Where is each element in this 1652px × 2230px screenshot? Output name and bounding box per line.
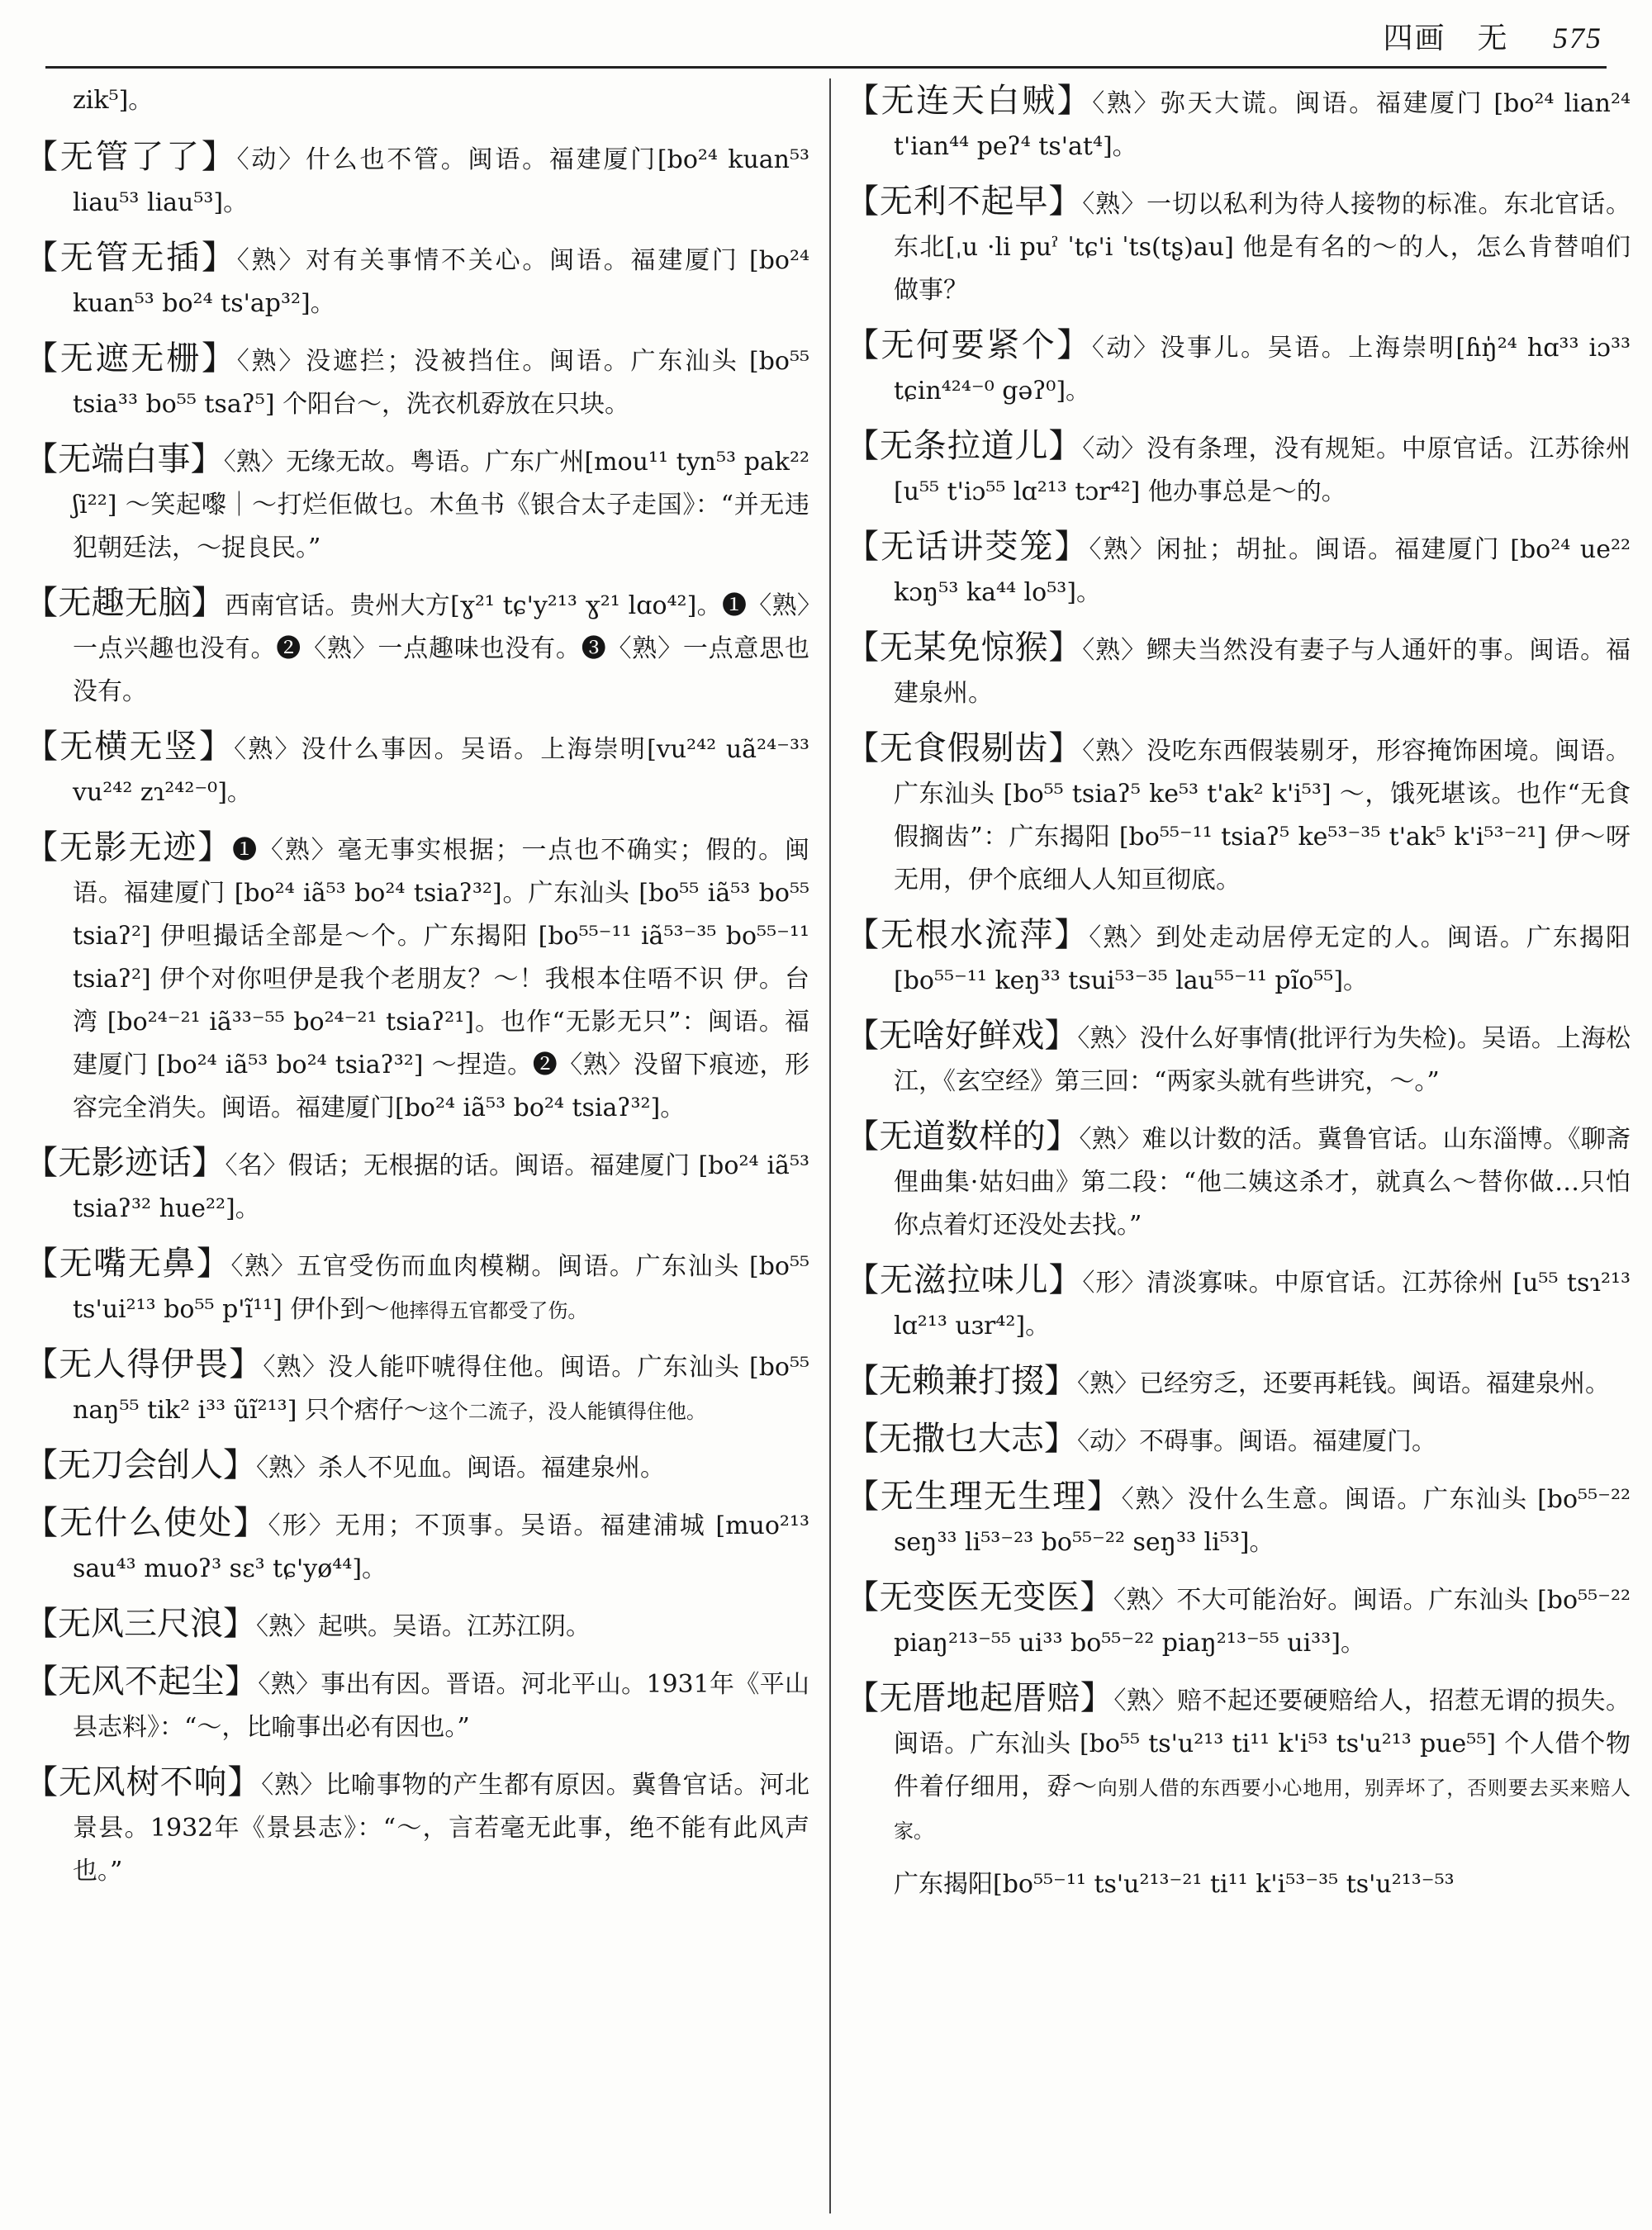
entry-headword: 无人得伊畏 xyxy=(59,1345,230,1383)
close-bracket: 】 xyxy=(197,828,233,866)
close-bracket: 】 xyxy=(224,1663,259,1701)
dictionary-entry xyxy=(846,1115,1631,1247)
open-bracket: 【 xyxy=(25,828,59,866)
entry-definition: 〈熟〉没人能吓唬得住他。闽语。广东汕头 [bo⁵⁵ naŋ⁵⁵ tik² i³³ ũĩ²¹³] 只个痞仔～ xyxy=(73,1353,809,1425)
close-bracket: 】 xyxy=(1056,82,1093,120)
entry-headword: 无某免惊猴 xyxy=(879,629,1049,667)
entry-headword: 无什么使处 xyxy=(59,1504,234,1542)
dictionary-entry xyxy=(25,236,809,325)
entry-definition: 〈形〉清淡寡味。中原官话。江苏徐州 [u⁵⁵ tsɿ²¹³ lɑ²¹³ uɜr⁴²]。 xyxy=(894,1269,1631,1340)
entry-headword: 无影无迹 xyxy=(59,828,198,866)
entry-definition: 〈熟〉不大可能治好。闽语。广东汕头 [bo⁵⁵⁻²² piaŋ²¹³⁻⁵⁵ ui³³ bo⁵⁵⁻²² piaŋ²¹³⁻⁵⁵ ui³³]。 xyxy=(894,1586,1631,1658)
entry-definition: 〈动〉没事儿。吴语。上海崇明[ɦŋ̍²⁴ hɑ³³ iɔ³³ tɕin⁴²⁴⁻⁰ gəʔ⁰]。 xyxy=(894,334,1631,406)
close-bracket: 】 xyxy=(227,1763,262,1801)
dictionary-entry xyxy=(846,626,1631,715)
entry-definition: 西南官话。贵州大方[ɣ²¹ tɕ'y²¹³ ɣ²¹ lɑo⁴²]。❶〈熟〉一点兴趣也没有。❷〈熟〉一点趣味也没有。❸〈熟〉一点意思也没有。 xyxy=(73,591,809,706)
dictionary-entry xyxy=(846,1576,1631,1665)
close-bracket: 】 xyxy=(223,1605,256,1643)
close-bracket: 】 xyxy=(201,339,237,377)
close-bracket: 】 xyxy=(1054,916,1089,954)
close-bracket: 】 xyxy=(191,584,225,622)
entry-headword: 无管了了 xyxy=(59,138,202,176)
entry-definition: 〈熟〉赔不起还要硬赔给人，招惹无谓的损失。闽语。广东汕头 [bo⁵⁵ ts'u²¹³ ti¹¹ k'i⁵³ ts'u²¹³ pue⁵⁵] 个人借个物件着仔细用，孬～ xyxy=(894,1687,1631,1801)
close-bracket: 】 xyxy=(1048,1261,1083,1299)
dictionary-entry xyxy=(846,913,1631,1003)
dictionary-entry xyxy=(25,725,809,814)
entry-definition: 〈熟〉起哄。吴语。江苏江阴。 xyxy=(256,1612,591,1641)
close-bracket: 】 xyxy=(1044,1362,1077,1400)
entry-headword: 无风不起尘 xyxy=(58,1663,225,1701)
entry-definition: 〈熟〉难以计数的活。冀鲁官话。山东淄博。《聊斋俚曲集·姑妇曲》第二段：“他二姨这杀才，就真么～替你做…只怕你点着灯还没处去找。” xyxy=(894,1125,1631,1240)
entry-definition: 〈熟〉比喻事物的产生都有原因。冀鲁官话。河北景县。1932年《景县志》：“～，言若毫无此事，绝不能有此风声也。” xyxy=(73,1771,809,1886)
dictionary-entry xyxy=(846,425,1631,514)
dictionary-entry xyxy=(846,79,1631,168)
entry-headword: 无何要紧个 xyxy=(881,326,1057,364)
open-bracket: 【 xyxy=(25,138,60,176)
dictionary-entry xyxy=(25,1502,809,1591)
open-bracket: 【 xyxy=(25,1144,59,1182)
entry-headword: 无滋拉味儿 xyxy=(879,1261,1049,1299)
open-bracket: 【 xyxy=(25,584,59,622)
close-bracket: 】 xyxy=(229,1345,263,1383)
open-bracket: 【 xyxy=(25,1345,59,1383)
close-bracket: 】 xyxy=(196,1245,231,1283)
dictionary-entry xyxy=(25,1602,809,1649)
running-header xyxy=(1384,15,1602,57)
entry-headword: 无食假剔齿 xyxy=(879,729,1049,767)
entry-definition: 〈熟〉没吃东西假装剔牙，形容掩饰困境。闽语。广东汕头 [bo⁵⁵ tsiaʔ⁵ ke⁵³ t'ak² k'i⁵³] ～，饿死堪该。也作“无食假搁齿”：广东揭阳 [bo⁵⁵⁻¹¹ tsiaʔ⁵ ke⁵³⁻³⁵ t'ak⁵ k'i⁵³⁻²¹] 伊～呀无用，伊个底细人人知亘彻底。 xyxy=(894,737,1631,894)
open-bracket: 【 xyxy=(846,729,880,767)
entry-definition: 〈动〉没有条理，没有规矩。中原官话。江苏徐州 [u⁵⁵ t'iɔ⁵⁵ lɑ²¹³ tɔr⁴²] 他办事总是～的。 xyxy=(894,434,1631,506)
close-bracket: 】 xyxy=(1044,1420,1077,1458)
entry-headword: 无条拉道儿 xyxy=(879,427,1049,465)
dictionary-entry xyxy=(25,337,809,426)
dictionary-entry xyxy=(25,1141,809,1231)
dictionary-entry xyxy=(846,727,1631,902)
column-divider xyxy=(829,78,831,2213)
entry-definition: 〈熟〉没什么事因。吴语。上海崇明[vu²⁴² uã²⁴⁻³³ vu²⁴² zɿ²⁴²⁻⁰]。 xyxy=(73,735,809,807)
entry-definition: 〈熟〉已经穷乏，还要再耗钱。闽语。福建泉州。 xyxy=(1077,1369,1610,1398)
entry-definition: 〈熟〉弥天大谎。闽语。福建厦门 [bo²⁴ lian²⁴ t'ian⁴⁴ peʔ⁴ ts'at⁴]。 xyxy=(894,89,1631,161)
dictionary-entry xyxy=(846,1417,1631,1464)
close-bracket: 】 xyxy=(1056,326,1092,364)
open-bracket: 【 xyxy=(25,1446,58,1484)
entry-definition: 〈熟〉闲扯；胡扯。闽语。福建厦门 [bo²⁴ ue²² kɔŋ⁵³ ka⁴⁴ lo⁵³]。 xyxy=(894,535,1631,607)
open-bracket: 【 xyxy=(846,1117,880,1155)
dictionary-entry xyxy=(846,1475,1631,1564)
close-bracket: 】 xyxy=(233,1504,268,1542)
entry-definition: 〈熟〉对有关事情不关心。闽语。福建厦门 [bo²⁴ kuan⁵³ bo²⁴ ts'ap³²]。 xyxy=(73,246,809,318)
entry-headword: 无根水流萍 xyxy=(881,916,1055,954)
entry-gloss-note: 向别人借的东西要小心地用，别弄坏了，否则要去买来赔人家。 xyxy=(894,1777,1631,1843)
open-bracket: 【 xyxy=(846,326,881,364)
dictionary-entry xyxy=(846,324,1631,413)
continuation-text: zik⁵]。 xyxy=(73,86,154,115)
close-bracket: 】 xyxy=(223,1446,256,1484)
right-column xyxy=(846,79,1631,2222)
entry-definition: 〈熟〉到处走动居停无定的人。闽语。广东揭阳[bo⁵⁵⁻¹¹ keŋ³³ tsui⁵³⁻³⁵ lau⁵⁵⁻¹¹ pĩo⁵⁵]。 xyxy=(894,923,1631,995)
dictionary-entry xyxy=(846,180,1631,312)
open-bracket: 【 xyxy=(846,1362,879,1400)
entry-headword: 无刀会刣人 xyxy=(58,1446,223,1484)
dictionary-entry xyxy=(25,826,809,1130)
dictionary-entry xyxy=(25,135,809,225)
close-bracket: 】 xyxy=(198,728,235,766)
entry-headword: 无变医无变医 xyxy=(879,1578,1080,1616)
entry-definition: 〈名〉假话；无根据的话。闽语。福建厦门 [bo²⁴ iã⁵³ tsiaʔ³² hue²²]。 xyxy=(73,1151,809,1223)
dictionary-entry xyxy=(25,438,809,570)
open-bracket: 【 xyxy=(846,916,881,954)
entry-headword: 无横无竖 xyxy=(59,728,199,766)
entry-headword: 无遮无栅 xyxy=(59,339,202,377)
close-bracket: 】 xyxy=(201,239,237,277)
close-bracket: 】 xyxy=(1046,1117,1080,1155)
dictionary-entry xyxy=(846,1259,1631,1348)
dictionary-entry xyxy=(25,1761,809,1893)
close-bracket: 】 xyxy=(1044,1017,1078,1055)
open-bracket: 【 xyxy=(25,339,60,377)
entry-definition: 〈熟〉没遮拦；没被挡住。闽语。广东汕头 [bo⁵⁵ tsia³³ bo⁵⁵ tsaʔ⁵] 个阳台～，洗衣机孬放在只块。 xyxy=(73,347,809,419)
entry-definition: 〈熟〉没什么好事情(批评行为失检)。吴语。上海松江，《玄空经》第三回：“两家头就有些讲究，～。” xyxy=(894,1024,1631,1096)
open-bracket: 【 xyxy=(846,183,880,221)
entry-gloss-note: 这个二流子，没人能镇得住他。 xyxy=(428,1400,706,1423)
close-bracket: 】 xyxy=(1080,1679,1114,1717)
entry-headword: 无话讲茭笼 xyxy=(881,528,1055,566)
close-bracket: 】 xyxy=(201,138,237,176)
dictionary-entry xyxy=(25,1444,809,1490)
close-bracket: 】 xyxy=(1048,629,1083,667)
entry-definition: 〈熟〉杀人不见血。闽语。福建泉州。 xyxy=(256,1454,665,1483)
entry-headword: 无啥好鲜戏 xyxy=(879,1017,1045,1055)
entry-definition: 〈形〉无用；不顶事。吴语。福建浦城 [muo²¹³ sau⁴³ muoʔ³ sɛ³ tɕ'yø⁴⁴]。 xyxy=(73,1511,809,1583)
open-bracket: 【 xyxy=(25,1245,59,1283)
open-bracket: 【 xyxy=(846,1478,881,1516)
left-column xyxy=(25,79,809,2222)
entry-headword: 无趣无脑 xyxy=(58,584,192,622)
open-bracket: 【 xyxy=(25,1663,59,1701)
entry-headword: 无道数样的 xyxy=(879,1117,1047,1155)
entry-headword: 无连天白贼 xyxy=(881,82,1057,120)
entry-headword: 无生理无生理 xyxy=(880,1478,1087,1516)
open-bracket: 【 xyxy=(846,1017,880,1055)
open-bracket: 【 xyxy=(25,1763,59,1801)
close-bracket: 】 xyxy=(1054,528,1089,566)
close-bracket: 】 xyxy=(1048,183,1083,221)
dictionary-entry xyxy=(25,581,809,714)
entry-headword: 无风三尺浪 xyxy=(58,1605,223,1643)
entry-definition: 〈熟〉鳏夫当然没有妻子与人通奸的事。闽语。福建泉州。 xyxy=(894,636,1631,708)
entry-headword: 无厝地起厝赔 xyxy=(879,1679,1080,1717)
entry-definition: 〈动〉不碍事。闽语。福建厦门。 xyxy=(1077,1427,1436,1456)
open-bracket: 【 xyxy=(846,82,881,120)
close-bracket: 】 xyxy=(1086,1478,1122,1516)
page-number: 575 xyxy=(1553,21,1602,55)
entry-headword: 无嘴无鼻 xyxy=(59,1245,197,1283)
close-bracket: 】 xyxy=(192,1144,225,1182)
open-bracket: 【 xyxy=(846,1420,879,1458)
entry-definition: 〈动〉什么也不管。闽语。福建厦门[bo²⁴ kuan⁵³ liau⁵³ liau⁵³]。 xyxy=(73,145,809,217)
dictionary-entry xyxy=(846,1359,1631,1406)
open-bracket: 【 xyxy=(846,528,881,566)
entry-definition: ❶〈熟〉毫无事实根据；一点也不确实；假的。闽语。福建厦门 [bo²⁴ iã⁵³ bo²⁴ tsiaʔ³²]。广东汕头 [bo⁵⁵ iã⁵³ bo⁵⁵ tsiaʔ²] 伊呾撮话全部是～个。广东揭阳 [bo⁵⁵⁻¹¹ iã⁵³⁻³⁵ bo⁵⁵⁻¹¹ tsiaʔ²] 伊个对你呾伊是我个老朋友？～！我根本住唔不识 伊。台湾 [bo²⁴⁻²¹ iã³³⁻⁵⁵ bo²⁴⁻²¹ tsiaʔ²¹]。也作“无影无只”：闽语。福建厦门 [bo²⁴ iã⁵³ bo²⁴ tsiaʔ³²] ～捏造。❷〈熟〉没留下痕迹，形容完全消失。闽语。福建厦门[bo²⁴ iã⁵³ bo²⁴ tsiaʔ³²]。 xyxy=(73,836,809,1122)
close-bracket: 】 xyxy=(1048,729,1083,767)
entry-headword: 无管无插 xyxy=(59,239,202,277)
close-bracket: 】 xyxy=(1048,427,1083,465)
open-bracket: 【 xyxy=(25,440,59,478)
dictionary-entry xyxy=(846,1677,1631,1852)
dictionary-entry xyxy=(25,1343,809,1432)
entry-definition: 〈熟〉一切以私利为待人接物的标准。东北官话。东北[ˌu ·li puˀ ˈtɕ'i ˈts(tʂ)au] 他是有名的～的人，怎么肯替咱们做事？ xyxy=(894,190,1631,305)
open-bracket: 【 xyxy=(846,1679,880,1717)
open-bracket: 【 xyxy=(846,1261,880,1299)
close-bracket: 】 xyxy=(1080,1578,1113,1616)
entry-headword: 无利不起早 xyxy=(879,183,1049,221)
close-bracket: 】 xyxy=(190,440,224,478)
entry-headword: 无撒乜大志 xyxy=(879,1420,1044,1458)
entry-headword: 无风树不响 xyxy=(58,1763,228,1801)
entry-definition: 〈熟〉无缘无故。粤语。广东广州[mou¹¹ tyn⁵³ pak²² ʃi²²] ～笑起嚟｜～打烂佢做乜。木鱼书《银合太子走国》：“并无违犯朝廷法，～捉良民。” xyxy=(73,448,809,562)
entry-definition: 〈熟〉五官受伤而血肉模糊。闽语。广东汕头 [bo⁵⁵ ts'ui²¹³ bo⁵⁵ p'ĩ¹¹] 伊仆到～ xyxy=(73,1252,809,1324)
entry-headword: 无赖兼打掇 xyxy=(879,1362,1044,1400)
entry-headword: 无端白事 xyxy=(58,440,191,478)
open-bracket: 【 xyxy=(25,728,60,766)
open-bracket: 【 xyxy=(846,427,880,465)
header-rule xyxy=(45,66,1607,69)
continuation-text: 广东揭阳[bo⁵⁵⁻¹¹ ts'u²¹³⁻²¹ ti¹¹ k'i⁵³⁻³⁵ ts'u²¹³⁻⁵³ xyxy=(894,1870,1455,1899)
dictionary-entry xyxy=(846,525,1631,614)
dictionary-entry xyxy=(846,1014,1631,1103)
dictionary-entry xyxy=(25,1242,809,1331)
open-bracket: 【 xyxy=(25,1605,58,1643)
open-bracket: 【 xyxy=(846,1578,880,1616)
entry-definition: 〈熟〉事出有因。晋语。河北平山。1931年《平山县志料》：“～，比喻事出必有因也。” xyxy=(73,1670,809,1742)
dictionary-entry xyxy=(25,1660,809,1749)
open-bracket: 【 xyxy=(25,1504,60,1542)
entry-definition: 〈熟〉没什么生意。闽语。广东汕头 [bo⁵⁵⁻²² seŋ³³ li⁵³⁻²³ bo⁵⁵⁻²² seŋ³³ li⁵³]。 xyxy=(894,1485,1631,1557)
open-bracket: 【 xyxy=(25,239,60,277)
open-bracket: 【 xyxy=(846,629,880,667)
entry-gloss-note: 他摔得五官都受了伤。 xyxy=(389,1299,588,1322)
section-label: 四画 无 xyxy=(1383,21,1509,55)
entry-headword: 无影迹话 xyxy=(58,1144,192,1182)
